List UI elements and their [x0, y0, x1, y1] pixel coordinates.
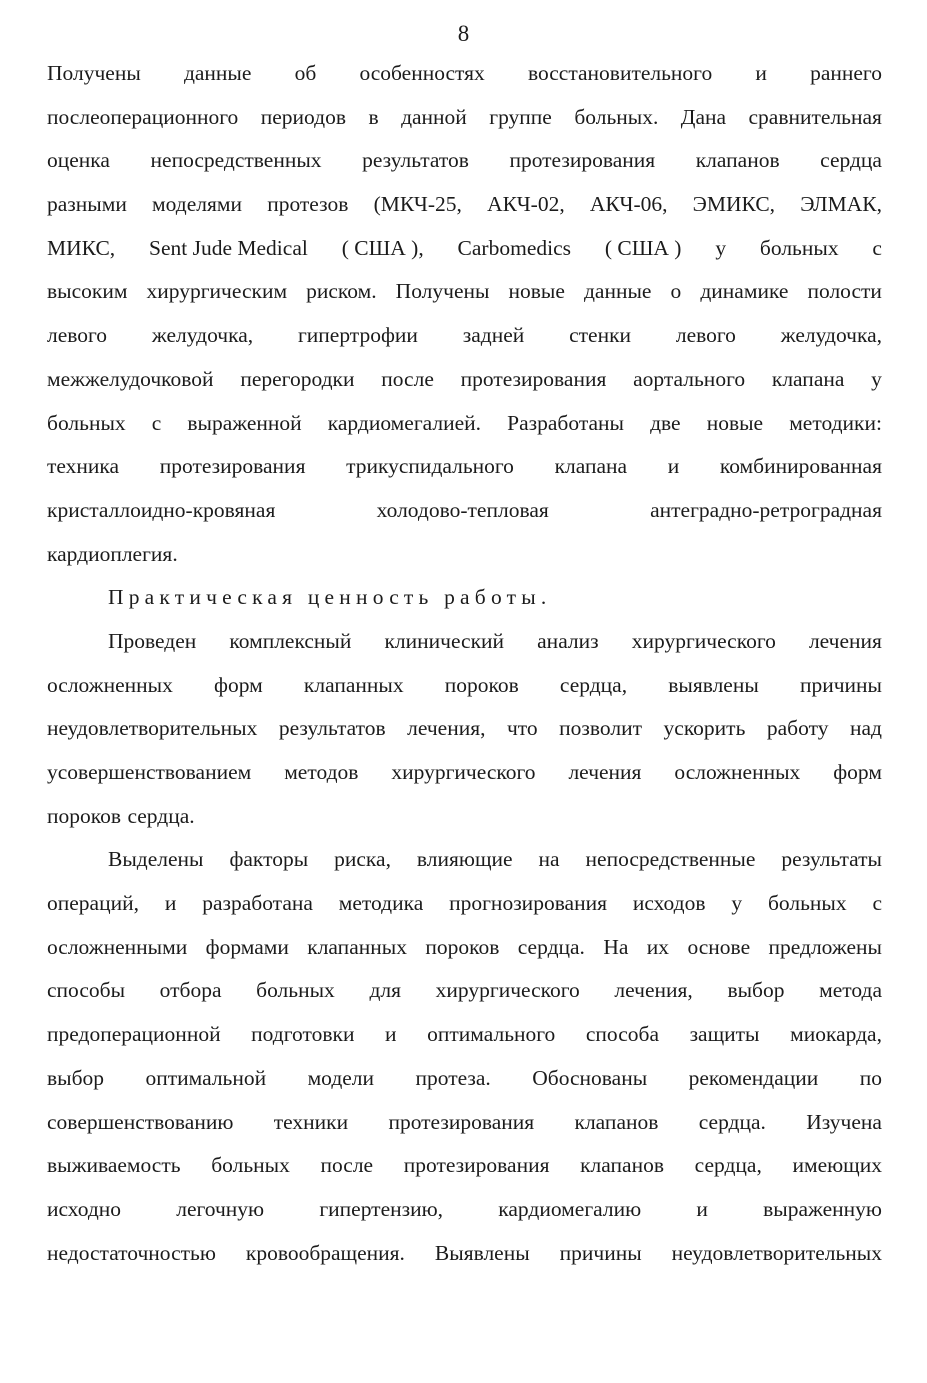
text-line [47, 187, 882, 231]
word: у [871, 366, 882, 391]
word: сердца, [559, 672, 628, 697]
word: осложненными [47, 934, 188, 959]
word: миокарда, [790, 1022, 882, 1047]
word: больных [759, 235, 839, 260]
word: осложненных [674, 760, 801, 784]
word: у [731, 891, 743, 916]
word: хирургическим [146, 279, 288, 304]
word: и [385, 1022, 397, 1047]
word: факторы [229, 847, 309, 872]
word: подготовки [251, 1022, 355, 1047]
word: после [381, 366, 434, 391]
word: протеза. [415, 1065, 491, 1090]
word: Разработаны [507, 410, 624, 435]
word: с [872, 891, 882, 916]
text-line [47, 100, 882, 144]
word: имеющих [792, 1153, 882, 1178]
word: данные [583, 279, 652, 304]
word: трикуспидального [346, 454, 514, 479]
text-line [47, 493, 882, 537]
word: послеоперационного [47, 104, 239, 129]
word: риска, [334, 847, 391, 872]
text-line [47, 537, 882, 581]
word: методика [338, 891, 424, 916]
word: недостаточностью [47, 1240, 216, 1265]
word: оценка [47, 148, 110, 173]
word: больных. [574, 104, 659, 129]
word: протезирования [403, 1153, 550, 1178]
word: кровообращения. [245, 1240, 405, 1265]
text-line [47, 231, 882, 275]
word: предложены [768, 934, 882, 959]
word: причины [559, 1240, 642, 1265]
word: новые [706, 410, 764, 435]
body-text [47, 56, 882, 1279]
word: оптимального [427, 1022, 556, 1047]
word: осложненных [47, 672, 173, 697]
word: задней [462, 323, 525, 348]
word: протезирования [509, 148, 656, 173]
word: защиты [689, 1022, 760, 1047]
word: выраженной [187, 410, 302, 435]
text-line [47, 668, 882, 712]
word: клапанов [580, 1153, 664, 1178]
text-line [47, 1236, 882, 1280]
word: Проведен [108, 628, 197, 653]
word: протезирования [388, 1109, 535, 1134]
word: протезирования [159, 454, 306, 479]
word: их [646, 934, 670, 959]
word: над [849, 716, 882, 741]
text-line [47, 755, 882, 799]
word: желудочка, [151, 323, 254, 348]
word: форм [833, 760, 882, 784]
word: высоким [47, 279, 128, 304]
word: модели [307, 1065, 375, 1090]
paragraph-first-line [47, 624, 882, 668]
word: отбора [159, 978, 222, 1003]
word: выбор [47, 1065, 105, 1090]
word: операций, [47, 891, 139, 916]
word: что [506, 716, 538, 741]
word: Получены [395, 279, 490, 304]
word: антеградно-ретроградная [650, 497, 882, 522]
word: гипертрофии [297, 323, 418, 348]
word: позволит [559, 716, 643, 741]
word: для [369, 978, 402, 1003]
word: клапана [771, 366, 845, 391]
word: особенностях [359, 61, 485, 85]
page-number: 8 [457, 21, 470, 46]
word: причины [799, 672, 882, 697]
word: методов [284, 760, 359, 784]
word: группе [489, 104, 552, 129]
word: в [368, 104, 379, 129]
word: метода [819, 978, 882, 1003]
word: влияющие [416, 847, 513, 872]
text-line [47, 274, 882, 318]
word: ( США ) [604, 235, 682, 260]
word: способы [47, 978, 126, 1003]
word: после [320, 1153, 374, 1178]
word: данные [183, 61, 252, 85]
word: лечения, [614, 978, 693, 1003]
word: комбинированная [719, 454, 882, 479]
word: и [164, 891, 177, 916]
word: методики: [789, 410, 882, 435]
text-line [47, 406, 882, 450]
text-line [47, 1192, 882, 1236]
word: усовершенствованием [47, 760, 252, 784]
word: пороков [444, 672, 519, 697]
word: способа [585, 1022, 659, 1047]
text-line [47, 1061, 882, 1105]
word: пороков [425, 934, 500, 959]
word: клинический [384, 628, 505, 653]
word: работу [766, 716, 829, 741]
paragraph-first-line [47, 842, 882, 886]
word: разными [47, 192, 127, 217]
word: с [872, 235, 882, 260]
word: Выявлены [434, 1240, 530, 1265]
word: раннего [810, 61, 882, 85]
word: МИКС, [47, 235, 116, 260]
word: клапанных [303, 672, 404, 697]
word: лечения, [407, 716, 486, 741]
word: результатов [362, 148, 469, 173]
word: больных [256, 978, 335, 1003]
word: неудовлетворительных [47, 716, 258, 741]
word: динамике [700, 279, 789, 304]
word: прогнозирования [449, 891, 607, 916]
word: по [859, 1065, 882, 1090]
word: больных [767, 891, 847, 916]
word: протезов [267, 192, 349, 217]
word: и [667, 454, 680, 479]
word: хирургического [391, 760, 536, 784]
word: данной [401, 104, 467, 129]
word: оптимальной [145, 1065, 267, 1090]
word: стенки [569, 323, 632, 348]
word: форм [214, 672, 263, 697]
word: межжелудочковой [47, 366, 214, 391]
word: клапанов [695, 148, 780, 173]
word: выраженную [763, 1196, 882, 1221]
word: неудовлетворительных [671, 1240, 882, 1265]
word: Обоснованы [532, 1065, 648, 1090]
word: АКЧ-06, [589, 192, 668, 217]
word: аортального [633, 366, 746, 391]
text-line [47, 318, 882, 362]
word: совершенствованию [47, 1109, 234, 1134]
text-line [47, 1105, 882, 1149]
word: желудочка, [780, 323, 882, 348]
word: хирургического [435, 978, 580, 1003]
word: клапанов [574, 1109, 659, 1134]
word: легочную [176, 1196, 265, 1221]
word: результаты [781, 847, 882, 872]
word: предоперационной [47, 1022, 221, 1047]
word: кардиоплегия. [47, 541, 178, 566]
word: восстановительного [527, 61, 713, 85]
word: кристаллоидно-кровяная [47, 497, 276, 522]
word: сравнительная [748, 104, 882, 129]
word: комплексный [229, 628, 352, 653]
word: сердца. [127, 803, 195, 828]
word: АКЧ-02, [487, 192, 565, 217]
word: риском. [306, 279, 377, 304]
word: ускорить [663, 716, 746, 741]
section-heading [47, 580, 882, 624]
word: сердца, [694, 1153, 762, 1178]
word: На [603, 934, 629, 959]
word: ЭЛМАК, [800, 192, 882, 217]
word: техника [47, 454, 120, 479]
word: с [151, 410, 162, 435]
word: Получены [47, 61, 141, 85]
word: сердца [820, 148, 882, 173]
word: и [755, 61, 767, 85]
word: выбор [727, 978, 785, 1003]
word: новые [508, 279, 565, 304]
word: анализ [537, 628, 599, 653]
text-line [47, 449, 882, 493]
word: Изучена [806, 1109, 882, 1134]
text-line [47, 1017, 882, 1061]
word: пороков [47, 803, 122, 828]
word: холодово-тепловая [376, 497, 549, 522]
word: клапана [554, 454, 628, 479]
word: непосредственных [150, 148, 322, 173]
word: формами [205, 934, 289, 959]
word: об [294, 61, 317, 85]
word: сердца. [698, 1109, 766, 1134]
word: хирургического [631, 628, 776, 653]
text-line [47, 886, 882, 930]
word: больных [211, 1153, 290, 1178]
word: две [650, 410, 681, 435]
text-line [47, 362, 882, 406]
word: гипертензию, [319, 1196, 444, 1221]
word: результатов [278, 716, 386, 741]
word: о [670, 279, 682, 304]
word: рекомендации [688, 1065, 819, 1090]
word: на [538, 847, 560, 872]
text-line [47, 143, 882, 187]
word: (МКЧ-25, [373, 192, 462, 217]
word: периодов [260, 104, 346, 129]
word: и [696, 1196, 708, 1221]
word: левого [675, 323, 736, 348]
word: техники [273, 1109, 349, 1134]
text-line [47, 930, 882, 974]
word: основе [687, 934, 751, 959]
word: Carbomedics [457, 235, 571, 260]
word: у [715, 235, 727, 260]
text-line [47, 711, 882, 755]
word: ЭМИКС, [692, 192, 776, 217]
word: моделями [152, 192, 242, 217]
text-line [47, 973, 882, 1017]
word: клапанных [307, 934, 407, 959]
word: Sent Jude Medical [149, 235, 308, 260]
text-line [47, 799, 882, 843]
word: протезирования [460, 366, 607, 391]
word: левого [47, 323, 108, 348]
word: Практическая ценность работы. [108, 585, 552, 610]
word: Выделены [108, 847, 204, 872]
word: разработана [202, 891, 313, 916]
word: исходно [47, 1196, 122, 1221]
text-line [47, 1148, 882, 1192]
word: лечения [808, 628, 882, 653]
word: исходов [632, 891, 706, 916]
word: полости [807, 279, 882, 304]
word: выживаемость [47, 1153, 181, 1178]
word: перегородки [240, 366, 355, 391]
word: Дана [680, 104, 727, 129]
word: ( США ), [341, 235, 424, 260]
word: больных [47, 410, 126, 435]
word: выявлены [668, 672, 759, 697]
word: непосредственные [585, 847, 756, 872]
word: кардиомегалией. [327, 410, 482, 435]
word: лечения [568, 760, 642, 784]
text-line [47, 56, 882, 100]
word: кардиомегалию [498, 1196, 642, 1221]
word: сердца. [517, 934, 585, 959]
